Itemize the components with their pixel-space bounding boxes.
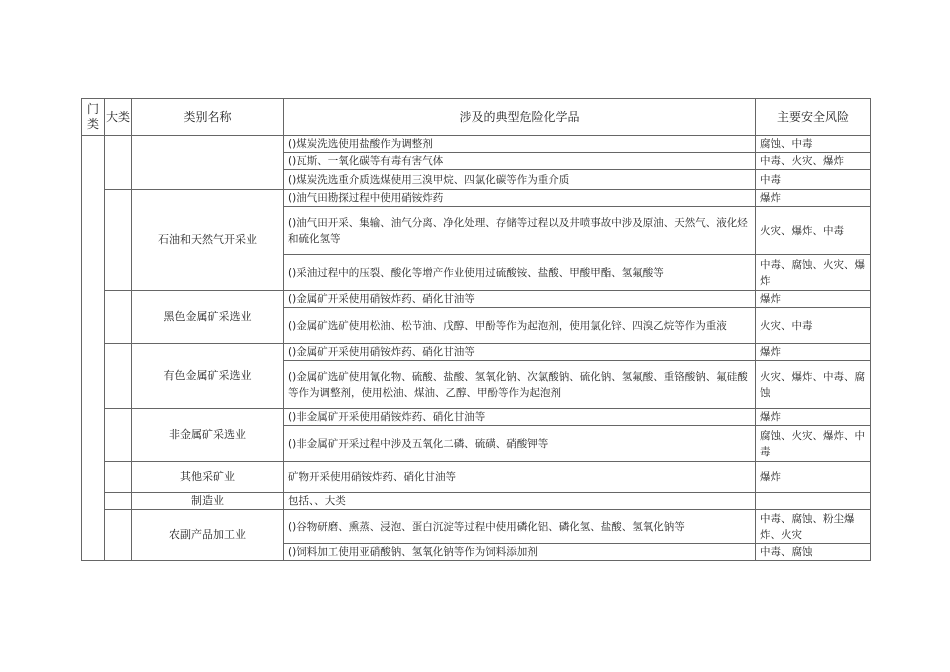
risk-cell: 腐蚀、中毒: [756, 136, 871, 153]
table-row: [82, 462, 871, 493]
risk-cell: 爆炸: [756, 291, 871, 308]
risk-cell: 腐蚀、火灾、爆炸、中毒: [756, 426, 871, 462]
da-lei-cell: [105, 493, 132, 510]
risk-cell: 爆炸: [756, 344, 871, 361]
category-manufacturing: 制造业: [132, 493, 284, 510]
risk-cell: 中毒、腐蚀、粉尘爆炸、火灾: [756, 510, 871, 544]
category-agri-processing: 农副产品加工业: [132, 510, 284, 561]
da-lei-cell: [105, 344, 132, 409]
chemical-cell: ()瓦斯、一氧化碳等有毒有害气体: [284, 153, 756, 170]
table-row: [82, 409, 871, 426]
table-row: [82, 493, 871, 510]
men-lei-cell: [82, 136, 105, 561]
header-chemicals: 涉及的典型危险化学品: [284, 99, 756, 136]
da-lei-cell: [105, 136, 132, 190]
chemical-cell: 矿物开采使用硝铵炸药、硝化甘油等: [284, 462, 756, 493]
header-da-lei: 大类: [105, 99, 132, 136]
table-row: [82, 136, 871, 153]
chemical-cell: ()采油过程中的压裂、酸化等增产作业使用过硫酸铵、盐酸、甲酸甲酯、氢氟酸等: [284, 255, 756, 291]
chemical-cell: ()煤炭洗选使用盐酸作为调整剂: [284, 136, 756, 153]
risk-cell: 中毒、腐蚀: [756, 544, 871, 561]
risk-cell: 中毒: [756, 170, 871, 190]
header-category: 类别名称: [132, 99, 284, 136]
chemical-cell: ()金属矿开采使用硝铵炸药、硝化甘油等: [284, 291, 756, 308]
da-lei-cell: [105, 190, 132, 291]
risk-cell: [756, 493, 871, 510]
risk-cell: 爆炸: [756, 462, 871, 493]
chemical-cell: ()金属矿选矿使用松油、松节油、戊醇、甲酚等作为起泡剂，使用氯化锌、四溴乙烷等作为重液: [284, 308, 756, 344]
risk-cell: 火灾、爆炸、中毒: [756, 207, 871, 255]
chemical-cell: ()谷物研磨、熏蒸、浸泡、蛋白沉淀等过程中使用磷化铝、磷化氢、盐酸、氢氧化钠等: [284, 510, 756, 544]
da-lei-cell: [105, 510, 132, 561]
risk-cell: 中毒、腐蚀、火灾、爆炸: [756, 255, 871, 291]
category-other-mining: 其他采矿业: [132, 462, 284, 493]
chemical-cell: ()煤炭洗选重介质选煤使用三溴甲烷、四氯化碳等作为重介质: [284, 170, 756, 190]
chemical-cell: ()油气田勘探过程中使用硝铵炸药: [284, 190, 756, 207]
chemical-cell: ()非金属矿开采过程中涉及五氧化二磷、硫磺、硝酸钾等: [284, 426, 756, 462]
category-oil-gas: 石油和天然气开采业: [132, 190, 284, 291]
da-lei-cell: [105, 291, 132, 344]
risk-cell: 爆炸: [756, 190, 871, 207]
header-risk: 主要安全风险: [756, 99, 871, 136]
da-lei-cell: [105, 462, 132, 493]
chemical-cell: ()金属矿选矿使用氰化物、硫酸、盐酸、氢氧化钠、次氯酸钠、硫化钠、氢氟酸、重铬酸钠、氟硅酸等作为调整剂，使用松油、煤油、乙醇、甲酚等作为起泡剂: [284, 361, 756, 409]
category-nonmetal-mining: 非金属矿采选业: [132, 409, 284, 462]
chemical-cell: ()金属矿开采使用硝铵炸药、硝化甘油等: [284, 344, 756, 361]
risk-cell: 中毒、火灾、爆炸: [756, 153, 871, 170]
hazard-chemicals-table: [81, 98, 871, 561]
table-row: [82, 510, 871, 544]
chemical-cell: ()饲料加工使用亚硝酸钠、氢氧化钠等作为饲料添加剂: [284, 544, 756, 561]
category-ferrous-mining: 黑色金属矿采选业: [132, 291, 284, 344]
table-row: [82, 291, 871, 308]
risk-cell: 火灾、爆炸、中毒、腐蚀: [756, 361, 871, 409]
category-cell-blank: [132, 136, 284, 190]
da-lei-cell: [105, 409, 132, 462]
category-nonferrous-mining: 有色金属矿采选业: [132, 344, 284, 409]
header-men-lei: 门类: [82, 99, 105, 136]
chemical-cell: 包括、、大类: [284, 493, 756, 510]
risk-cell: 火灾、中毒: [756, 308, 871, 344]
chemical-cell: ()油气田开采、集输、油气分离、净化处理、存储等过程以及井喷事故中涉及原油、天然气、液化烃和硫化氢等: [284, 207, 756, 255]
header-row: [82, 99, 871, 136]
risk-cell: 爆炸: [756, 409, 871, 426]
table-row: [82, 190, 871, 207]
chemical-cell: ()非金属矿开采使用硝铵炸药、硝化甘油等: [284, 409, 756, 426]
table-row: [82, 344, 871, 361]
